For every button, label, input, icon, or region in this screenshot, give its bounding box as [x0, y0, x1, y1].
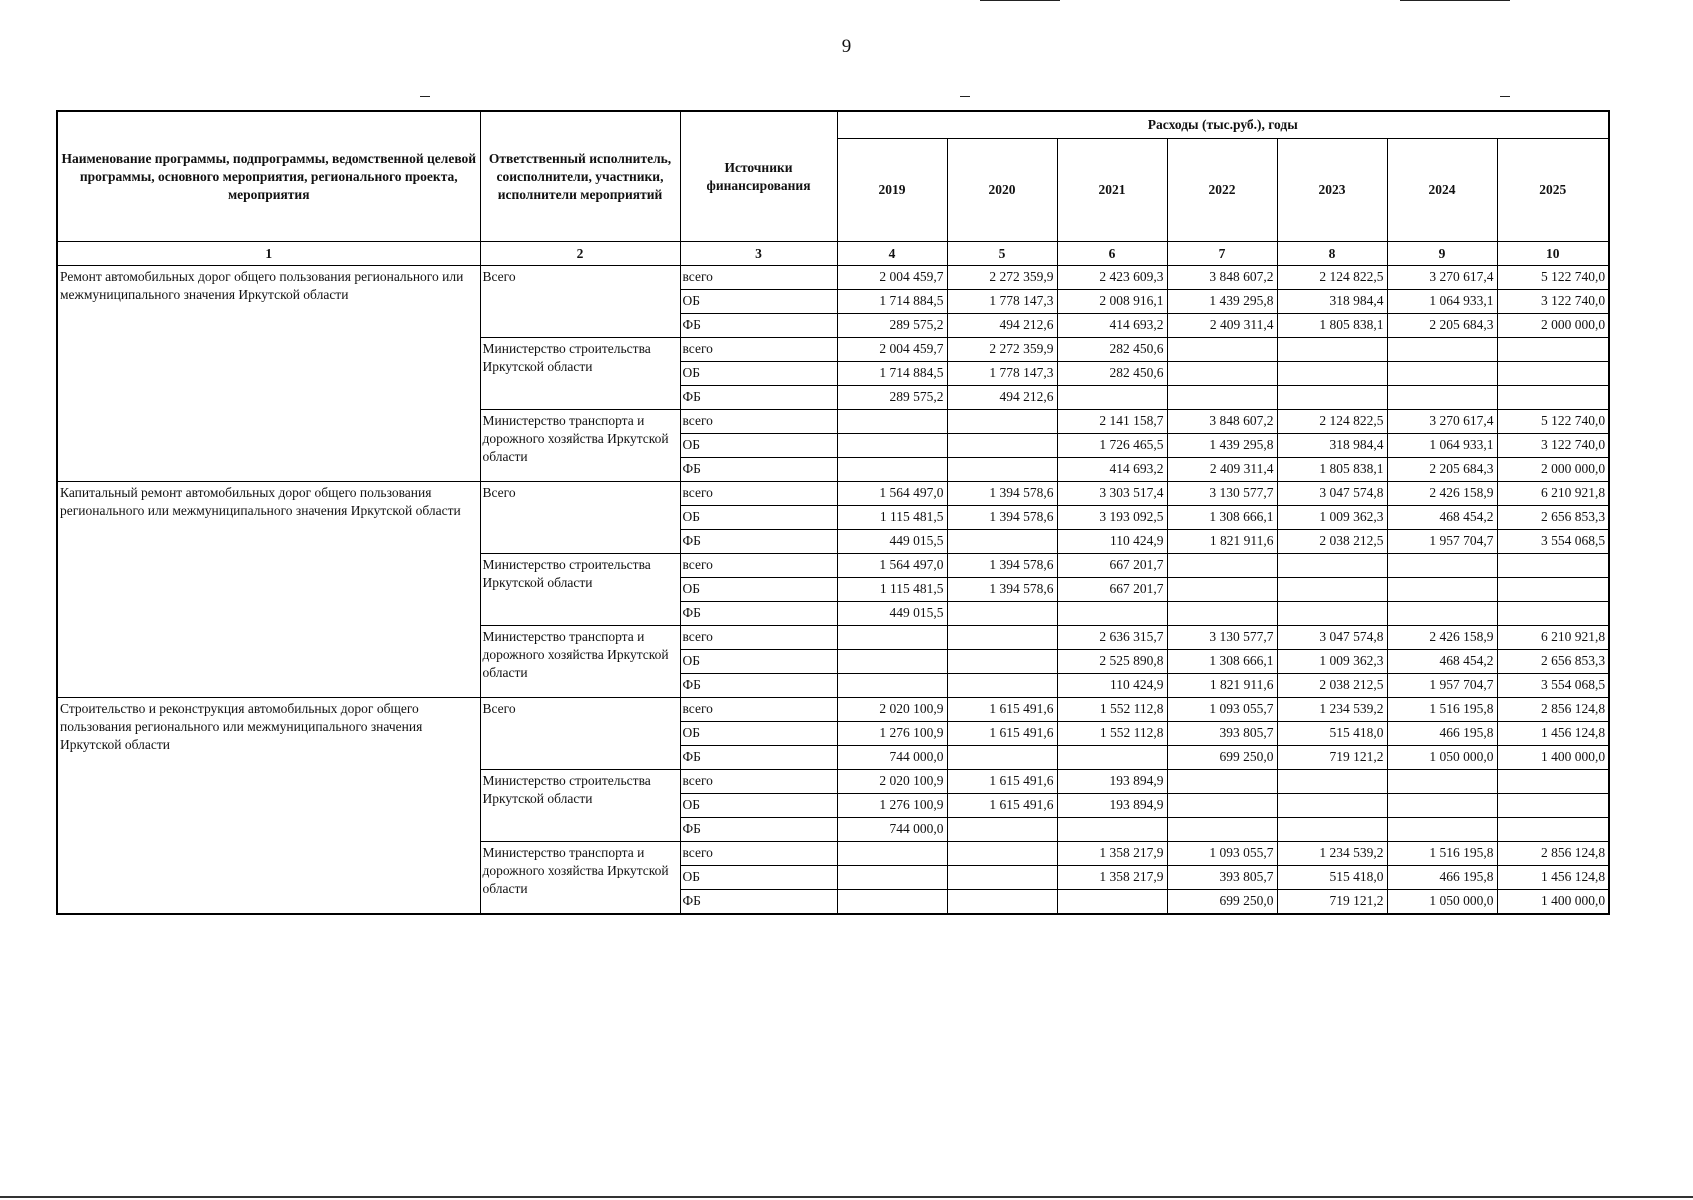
table-row — [57, 698, 1609, 722]
header-year: 2024 — [1387, 139, 1497, 242]
table-row — [57, 266, 1609, 290]
header-program-name: Наименование программы, подпрограммы, ведомственной целевой программы, основного мероприятия, регионального проекта, мероприятия — [57, 111, 480, 242]
amount-cell: 2 426 158,9 — [1387, 626, 1497, 650]
executor-cell: Министерство транспорта и дорожного хозяйства Иркутской области — [480, 842, 680, 914]
funding-source-cell: всего — [680, 482, 837, 506]
header-expenses: Расходы (тыс.руб.), годы — [837, 111, 1609, 139]
amount-cell: 3 047 574,8 — [1277, 626, 1387, 650]
amount-cell: 1 394 578,6 — [947, 554, 1057, 578]
amount-cell — [837, 866, 947, 890]
amount-cell: 1 093 055,7 — [1167, 842, 1277, 866]
amount-cell: 414 693,2 — [1057, 458, 1167, 482]
amount-cell: 1 276 100,9 — [837, 794, 947, 818]
amount-cell: 1 050 000,0 — [1387, 890, 1497, 914]
amount-cell: 515 418,0 — [1277, 722, 1387, 746]
funding-source-cell: всего — [680, 554, 837, 578]
amount-cell: 282 450,6 — [1057, 362, 1167, 386]
amount-cell: 282 450,6 — [1057, 338, 1167, 362]
amount-cell — [1497, 554, 1609, 578]
amount-cell: 6 210 921,8 — [1497, 482, 1609, 506]
amount-cell — [1277, 578, 1387, 602]
funding-source-cell: всего — [680, 698, 837, 722]
amount-cell: 318 984,4 — [1277, 290, 1387, 314]
funding-source-cell: ФБ — [680, 890, 837, 914]
amount-cell — [1277, 338, 1387, 362]
amount-cell: 494 212,6 — [947, 386, 1057, 410]
amount-cell: 2 856 124,8 — [1497, 842, 1609, 866]
amount-cell: 1 564 497,0 — [837, 554, 947, 578]
amount-cell: 1 064 933,1 — [1387, 290, 1497, 314]
amount-cell: 3 047 574,8 — [1277, 482, 1387, 506]
amount-cell: 3 122 740,0 — [1497, 434, 1609, 458]
amount-cell — [1277, 554, 1387, 578]
amount-cell: 393 805,7 — [1167, 866, 1277, 890]
amount-cell: 5 122 740,0 — [1497, 266, 1609, 290]
amount-cell: 466 195,8 — [1387, 866, 1497, 890]
amount-cell: 2 272 359,9 — [947, 266, 1057, 290]
funding-source-cell: ОБ — [680, 506, 837, 530]
amount-cell — [947, 602, 1057, 626]
amount-cell: 1 093 055,7 — [1167, 698, 1277, 722]
amount-cell: 3 193 092,5 — [1057, 506, 1167, 530]
amount-cell: 3 303 517,4 — [1057, 482, 1167, 506]
amount-cell: 515 418,0 — [1277, 866, 1387, 890]
executor-cell: Министерство строительства Иркутской области — [480, 554, 680, 626]
amount-cell: 1 714 884,5 — [837, 290, 947, 314]
amount-cell: 719 121,2 — [1277, 746, 1387, 770]
amount-cell: 667 201,7 — [1057, 578, 1167, 602]
amount-cell: 110 424,9 — [1057, 530, 1167, 554]
program-name-cell: Строительство и реконструкция автомобильных дорог общего пользования регионального или межмуниципального значения Иркутской области — [57, 698, 480, 914]
amount-cell: 1 064 933,1 — [1387, 434, 1497, 458]
amount-cell — [1387, 386, 1497, 410]
funding-source-cell: ОБ — [680, 650, 837, 674]
header-year: 2022 — [1167, 139, 1277, 242]
funding-source-cell: ФБ — [680, 818, 837, 842]
amount-cell — [1057, 890, 1167, 914]
funding-source-cell: ОБ — [680, 722, 837, 746]
header-column-number: 6 — [1057, 242, 1167, 266]
amount-cell — [837, 650, 947, 674]
amount-cell — [1277, 602, 1387, 626]
funding-source-cell: всего — [680, 770, 837, 794]
amount-cell: 719 121,2 — [1277, 890, 1387, 914]
amount-cell — [1497, 602, 1609, 626]
amount-cell: 699 250,0 — [1167, 890, 1277, 914]
amount-cell — [1497, 794, 1609, 818]
header-year: 2021 — [1057, 139, 1167, 242]
amount-cell — [1497, 338, 1609, 362]
amount-cell — [947, 458, 1057, 482]
budget-table — [56, 110, 1610, 915]
executor-cell: Министерство транспорта и дорожного хозяйства Иркутской области — [480, 626, 680, 698]
amount-cell: 1 615 491,6 — [947, 722, 1057, 746]
amount-cell — [1057, 386, 1167, 410]
amount-cell — [1277, 362, 1387, 386]
header-column-number: 3 — [680, 242, 837, 266]
amount-cell — [947, 674, 1057, 698]
amount-cell: 2 038 212,5 — [1277, 530, 1387, 554]
amount-cell: 2 423 609,3 — [1057, 266, 1167, 290]
amount-cell: 2 124 822,5 — [1277, 266, 1387, 290]
amount-cell — [1497, 770, 1609, 794]
amount-cell: 1 552 112,8 — [1057, 698, 1167, 722]
funding-source-cell: ФБ — [680, 314, 837, 338]
amount-cell — [1167, 770, 1277, 794]
header-column-number: 5 — [947, 242, 1057, 266]
amount-cell: 110 424,9 — [1057, 674, 1167, 698]
amount-cell: 1 957 704,7 — [1387, 674, 1497, 698]
header-column-number: 4 — [837, 242, 947, 266]
amount-cell — [947, 746, 1057, 770]
amount-cell: 2 124 822,5 — [1277, 410, 1387, 434]
amount-cell: 2 141 158,7 — [1057, 410, 1167, 434]
amount-cell — [1497, 818, 1609, 842]
amount-cell: 1 400 000,0 — [1497, 890, 1609, 914]
amount-cell: 1 615 491,6 — [947, 794, 1057, 818]
scan-mark — [960, 96, 970, 97]
amount-cell: 1 358 217,9 — [1057, 842, 1167, 866]
amount-cell — [947, 530, 1057, 554]
amount-cell: 3 554 068,5 — [1497, 530, 1609, 554]
amount-cell: 667 201,7 — [1057, 554, 1167, 578]
table-row — [57, 482, 1609, 506]
amount-cell: 1 439 295,8 — [1167, 434, 1277, 458]
amount-cell: 1 615 491,6 — [947, 770, 1057, 794]
amount-cell: 3 270 617,4 — [1387, 410, 1497, 434]
amount-cell — [1387, 770, 1497, 794]
amount-cell: 1 050 000,0 — [1387, 746, 1497, 770]
scan-mark — [1400, 0, 1510, 1]
amount-cell — [1167, 362, 1277, 386]
amount-cell: 393 805,7 — [1167, 722, 1277, 746]
funding-source-cell: ФБ — [680, 674, 837, 698]
amount-cell: 2 409 311,4 — [1167, 458, 1277, 482]
scan-mark — [420, 96, 430, 97]
executor-cell: Всего — [480, 698, 680, 770]
amount-cell: 2 272 359,9 — [947, 338, 1057, 362]
amount-cell: 3 270 617,4 — [1387, 266, 1497, 290]
amount-cell: 3 122 740,0 — [1497, 290, 1609, 314]
amount-cell — [1497, 362, 1609, 386]
amount-cell — [1167, 338, 1277, 362]
header-executor: Ответственный исполнитель, соисполнители, участники, исполнители мероприятий — [480, 111, 680, 242]
amount-cell: 1 358 217,9 — [1057, 866, 1167, 890]
amount-cell: 744 000,0 — [837, 746, 947, 770]
funding-source-cell: ОБ — [680, 362, 837, 386]
amount-cell: 1 439 295,8 — [1167, 290, 1277, 314]
amount-cell: 1 778 147,3 — [947, 362, 1057, 386]
amount-cell — [1057, 746, 1167, 770]
amount-cell — [1387, 578, 1497, 602]
amount-cell: 466 195,8 — [1387, 722, 1497, 746]
amount-cell: 468 454,2 — [1387, 506, 1497, 530]
amount-cell — [1497, 386, 1609, 410]
amount-cell — [1387, 794, 1497, 818]
amount-cell: 2 525 890,8 — [1057, 650, 1167, 674]
amount-cell: 1 276 100,9 — [837, 722, 947, 746]
amount-cell: 468 454,2 — [1387, 650, 1497, 674]
amount-cell — [1387, 362, 1497, 386]
program-name-cell: Ремонт автомобильных дорог общего пользования регионального или межмуниципального значения Иркутской области — [57, 266, 480, 482]
amount-cell — [1497, 578, 1609, 602]
amount-cell — [1387, 818, 1497, 842]
amount-cell — [947, 818, 1057, 842]
amount-cell: 3 554 068,5 — [1497, 674, 1609, 698]
amount-cell: 1 400 000,0 — [1497, 746, 1609, 770]
executor-cell: Всего — [480, 266, 680, 338]
amount-cell: 1 516 195,8 — [1387, 698, 1497, 722]
amount-cell: 1 516 195,8 — [1387, 842, 1497, 866]
amount-cell: 2 656 853,3 — [1497, 506, 1609, 530]
amount-cell: 2 856 124,8 — [1497, 698, 1609, 722]
header-year: 2023 — [1277, 139, 1387, 242]
amount-cell: 414 693,2 — [1057, 314, 1167, 338]
amount-cell: 2 205 684,3 — [1387, 314, 1497, 338]
amount-cell: 449 015,5 — [837, 530, 947, 554]
amount-cell — [837, 458, 947, 482]
amount-cell: 5 122 740,0 — [1497, 410, 1609, 434]
amount-cell: 1 115 481,5 — [837, 578, 947, 602]
amount-cell: 1 009 362,3 — [1277, 506, 1387, 530]
funding-source-cell: ОБ — [680, 794, 837, 818]
header-column-number: 2 — [480, 242, 680, 266]
scan-mark — [980, 0, 1060, 1]
funding-source-cell: ФБ — [680, 530, 837, 554]
amount-cell: 1 394 578,6 — [947, 482, 1057, 506]
amount-cell — [1167, 578, 1277, 602]
amount-cell: 1 308 666,1 — [1167, 506, 1277, 530]
amount-cell: 699 250,0 — [1167, 746, 1277, 770]
amount-cell — [1167, 794, 1277, 818]
scan-mark — [1500, 96, 1510, 97]
amount-cell: 1 009 362,3 — [1277, 650, 1387, 674]
header-column-number: 10 — [1497, 242, 1609, 266]
funding-source-cell: всего — [680, 626, 837, 650]
amount-cell — [947, 890, 1057, 914]
amount-cell: 3 130 577,7 — [1167, 482, 1277, 506]
amount-cell — [1057, 818, 1167, 842]
amount-cell: 1 552 112,8 — [1057, 722, 1167, 746]
amount-cell: 1 456 124,8 — [1497, 866, 1609, 890]
amount-cell — [1277, 770, 1387, 794]
amount-cell: 1 714 884,5 — [837, 362, 947, 386]
funding-source-cell: ФБ — [680, 746, 837, 770]
amount-cell: 6 210 921,8 — [1497, 626, 1609, 650]
amount-cell: 1 234 539,2 — [1277, 698, 1387, 722]
amount-cell: 289 575,2 — [837, 386, 947, 410]
executor-cell: Министерство транспорта и дорожного хозяйства Иркутской области — [480, 410, 680, 482]
amount-cell: 2 656 853,3 — [1497, 650, 1609, 674]
executor-cell: Министерство строительства Иркутской области — [480, 770, 680, 842]
amount-cell — [1277, 794, 1387, 818]
amount-cell: 1 394 578,6 — [947, 506, 1057, 530]
amount-cell: 2 004 459,7 — [837, 338, 947, 362]
header-column-number: 7 — [1167, 242, 1277, 266]
amount-cell: 3 848 607,2 — [1167, 410, 1277, 434]
amount-cell: 2 636 315,7 — [1057, 626, 1167, 650]
amount-cell — [1167, 554, 1277, 578]
amount-cell: 1 957 704,7 — [1387, 530, 1497, 554]
amount-cell — [1387, 554, 1497, 578]
funding-source-cell: ОБ — [680, 578, 837, 602]
amount-cell: 1 456 124,8 — [1497, 722, 1609, 746]
amount-cell: 2 008 916,1 — [1057, 290, 1167, 314]
header-year: 2020 — [947, 139, 1057, 242]
amount-cell: 1 821 911,6 — [1167, 674, 1277, 698]
amount-cell — [837, 842, 947, 866]
amount-cell: 449 015,5 — [837, 602, 947, 626]
amount-cell — [1167, 602, 1277, 626]
funding-source-cell: ФБ — [680, 386, 837, 410]
amount-cell: 193 894,9 — [1057, 770, 1167, 794]
funding-source-cell: всего — [680, 410, 837, 434]
amount-cell — [947, 434, 1057, 458]
header-year: 2019 — [837, 139, 947, 242]
amount-cell: 1 805 838,1 — [1277, 314, 1387, 338]
header-column-number: 8 — [1277, 242, 1387, 266]
amount-cell — [837, 434, 947, 458]
header-funding-source: Источники финансирования — [680, 111, 837, 242]
amount-cell — [837, 674, 947, 698]
amount-cell — [947, 842, 1057, 866]
amount-cell — [1387, 602, 1497, 626]
amount-cell: 1 308 666,1 — [1167, 650, 1277, 674]
amount-cell: 193 894,9 — [1057, 794, 1167, 818]
amount-cell — [947, 626, 1057, 650]
amount-cell: 494 212,6 — [947, 314, 1057, 338]
amount-cell — [837, 890, 947, 914]
executor-cell: Всего — [480, 482, 680, 554]
amount-cell: 1 726 465,5 — [1057, 434, 1167, 458]
amount-cell: 2 020 100,9 — [837, 770, 947, 794]
amount-cell — [1387, 338, 1497, 362]
amount-cell: 1 115 481,5 — [837, 506, 947, 530]
funding-source-cell: ФБ — [680, 602, 837, 626]
amount-cell — [1277, 818, 1387, 842]
funding-source-cell: ФБ — [680, 458, 837, 482]
amount-cell — [1057, 602, 1167, 626]
amount-cell: 1 234 539,2 — [1277, 842, 1387, 866]
amount-cell — [1167, 386, 1277, 410]
amount-cell: 1 564 497,0 — [837, 482, 947, 506]
amount-cell — [947, 866, 1057, 890]
amount-cell: 3 130 577,7 — [1167, 626, 1277, 650]
amount-cell: 3 848 607,2 — [1167, 266, 1277, 290]
amount-cell: 1 805 838,1 — [1277, 458, 1387, 482]
program-name-cell: Капитальный ремонт автомобильных дорог общего пользования регионального или межмуниципального значения Иркутской области — [57, 482, 480, 698]
amount-cell: 1 778 147,3 — [947, 290, 1057, 314]
header-year: 2025 — [1497, 139, 1609, 242]
page-bottom-edge — [0, 1196, 1693, 1198]
amount-cell: 1 821 911,6 — [1167, 530, 1277, 554]
funding-source-cell: ОБ — [680, 866, 837, 890]
amount-cell — [1167, 818, 1277, 842]
funding-source-cell: всего — [680, 266, 837, 290]
funding-source-cell: ОБ — [680, 290, 837, 314]
executor-cell: Министерство строительства Иркутской области — [480, 338, 680, 410]
amount-cell: 744 000,0 — [837, 818, 947, 842]
amount-cell: 318 984,4 — [1277, 434, 1387, 458]
page-number: 9 — [841, 36, 852, 57]
amount-cell — [837, 626, 947, 650]
amount-cell: 1 615 491,6 — [947, 698, 1057, 722]
header-column-number: 9 — [1387, 242, 1497, 266]
amount-cell — [1277, 386, 1387, 410]
amount-cell: 1 394 578,6 — [947, 578, 1057, 602]
amount-cell: 2 038 212,5 — [1277, 674, 1387, 698]
funding-source-cell: всего — [680, 338, 837, 362]
amount-cell — [837, 410, 947, 434]
funding-source-cell: всего — [680, 842, 837, 866]
amount-cell: 2 000 000,0 — [1497, 458, 1609, 482]
amount-cell — [947, 650, 1057, 674]
amount-cell: 2 000 000,0 — [1497, 314, 1609, 338]
amount-cell: 2 004 459,7 — [837, 266, 947, 290]
amount-cell: 289 575,2 — [837, 314, 947, 338]
amount-cell — [947, 410, 1057, 434]
amount-cell: 2 426 158,9 — [1387, 482, 1497, 506]
header-column-number: 1 — [57, 242, 480, 266]
amount-cell: 2 020 100,9 — [837, 698, 947, 722]
amount-cell: 2 409 311,4 — [1167, 314, 1277, 338]
budget-table-container — [56, 110, 1608, 915]
funding-source-cell: ОБ — [680, 434, 837, 458]
amount-cell: 2 205 684,3 — [1387, 458, 1497, 482]
